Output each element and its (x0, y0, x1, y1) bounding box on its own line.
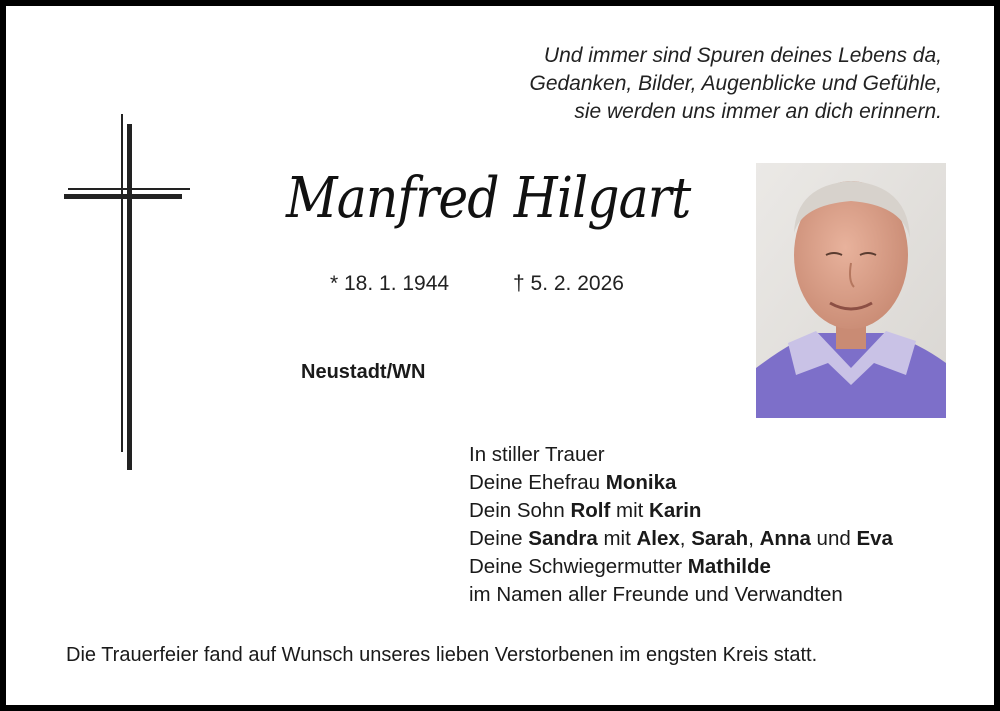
poem-line-2: Gedanken, Bilder, Augenblicke und Gefühle, (529, 72, 942, 95)
mourner-text: mit (597, 527, 637, 550)
mourner-name: Sarah (691, 527, 749, 550)
mourner-name: Monika (605, 471, 677, 494)
mourner-text: Dein Sohn (469, 499, 571, 522)
mourner-name: Eva (856, 527, 893, 550)
mourner-line-family (469, 525, 893, 553)
mourner-text: , (748, 527, 760, 550)
cross-icon (64, 114, 194, 470)
death-date: † 5. 2. 2026 (513, 272, 624, 295)
mourner-name: Anna (759, 527, 811, 550)
mourner-text: Deine Schwiegermutter (469, 555, 688, 578)
mourners-intro: In stiller Trauer (469, 443, 605, 466)
mourner-line-wife (469, 469, 893, 497)
hometown: Neustadt/WN (301, 361, 426, 383)
mourner-name: Mathilde (687, 555, 771, 578)
mourner-text: Deine Ehefrau (469, 471, 606, 494)
mourner-name: Rolf (570, 499, 611, 522)
poem-line-3: sie werden uns immer an dich erinnern. (574, 100, 942, 123)
mourners-block (469, 441, 893, 609)
mourner-text: und (810, 527, 857, 550)
portrait-photo (756, 163, 946, 418)
portrait-illustration (756, 163, 946, 418)
mourner-text: mit (610, 499, 650, 522)
birth-date: * 18. 1. 1944 (330, 272, 450, 295)
mourners-closing: im Namen aller Freunde und Verwandten (469, 583, 843, 606)
mourner-name: Alex (636, 527, 680, 550)
mourner-text: Deine (469, 527, 529, 550)
mourner-text: , (679, 527, 692, 550)
poem-verse (529, 42, 942, 126)
mourner-name: Sandra (528, 527, 598, 550)
mourner-name: Karin (649, 499, 702, 522)
mourner-line-mother-in-law (469, 553, 893, 581)
poem-line-1: Und immer sind Spuren deines Lebens da, (543, 44, 942, 67)
deceased-name: Manfred Hilgart (286, 166, 691, 231)
funeral-notice: Die Trauerfeier fand auf Wunsch unseres lieben Verstorbenen im engsten Kreis statt. (66, 644, 818, 666)
mourner-line-son (469, 497, 893, 525)
